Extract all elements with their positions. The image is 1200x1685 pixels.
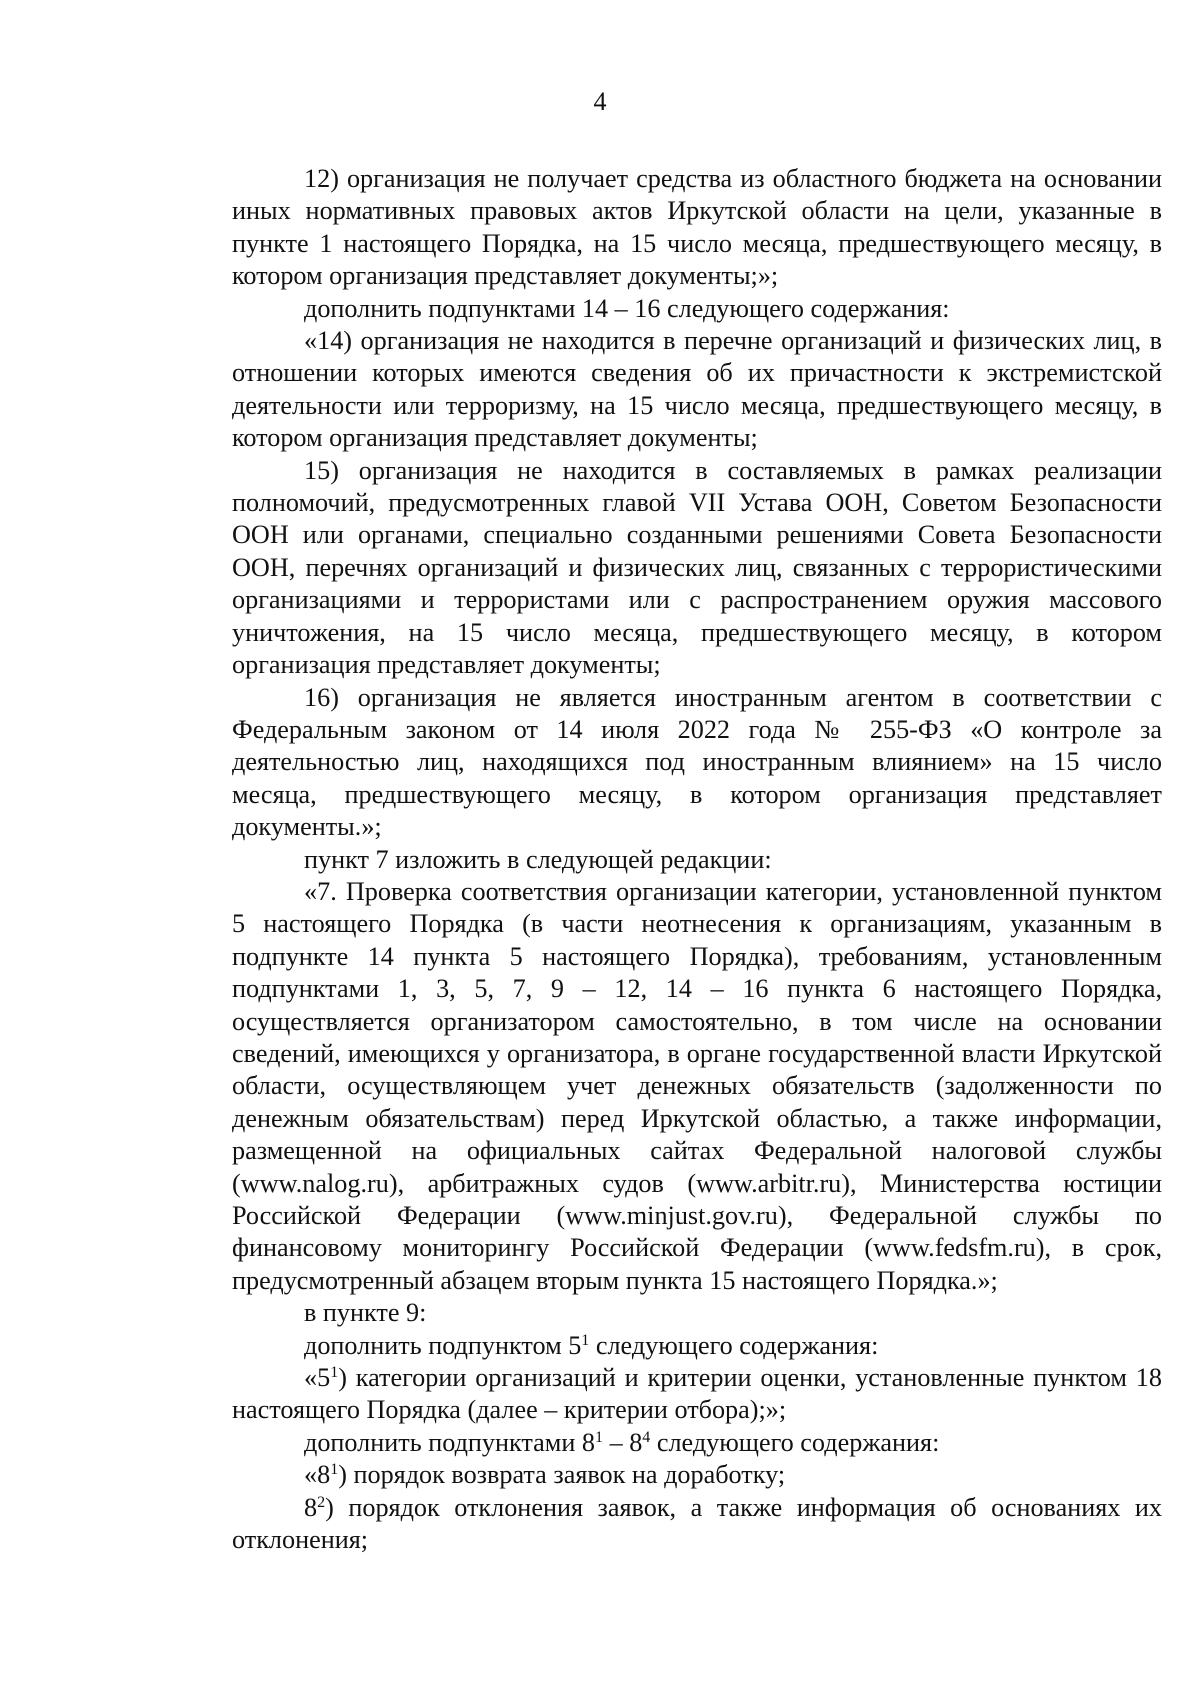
text-fragment: ) порядок отклонения заявок, а также информация об основаниях их отклонения; — [232, 1492, 1162, 1555]
text-fragment: 8 — [304, 1492, 318, 1522]
paragraph-add-subitems-14-16: дополнить подпунктами 14 – 16 следующего содержания: — [304, 293, 950, 323]
text-fragment: следующего содержания: — [650, 1427, 940, 1457]
paragraph-subitem-12: 12) организация не получает средства из областного бюджета на основании иных нормативных правовых актов Иркутской области на цели, указанные в пункте 1 настоящего Порядка, на 15 число месяца, предшествующего месяцу, в котором организация представляет документы;»; — [232, 164, 1162, 291]
superscript: 1 — [330, 1461, 339, 1479]
paragraph-subitem-14: «14) организация не находится в перечне организаций и физических лиц, в отношении которых имеются сведения об их причастности к экстремистской деятельности или терроризму, на 15 число месяца, предшествующего месяцу, в котором организация представляет документы; — [232, 326, 1162, 453]
superscript: 1 — [581, 1331, 590, 1349]
superscript: 1 — [595, 1428, 604, 1446]
text-fragment: следующего содержания: — [589, 1330, 879, 1360]
paragraph-subitem-16: 16) организация не является иностранным агентом в соответствии с Федеральным законом от 14 июля 2022 года № 255-ФЗ «О контроле за деятельностью лиц, находящихся под иностранным влиянием» на 15 число месяца, предшествующего месяцу, в котором организация представляет документы.»; — [232, 682, 1162, 842]
text-fragment: «5 — [304, 1363, 331, 1393]
text-fragment: дополнить подпунктом 5 — [304, 1330, 582, 1360]
paragraph-add-subitem-5-1 — [232, 1330, 1162, 1362]
paragraph-item-7-intro: пункт 7 изложить в следующей редакции: — [304, 844, 772, 874]
paragraph-item-7: «7. Проверка соответствия организации категории, установленной пунктом 5 настоящего Порядка (в части неотнесения к организациям, указанным в подпункте 14 пункта 5 настоящего Порядка), требованиям, установленным подпунктами 1, 3, 5, 7, 9 – 12, 14 – 16 пункта 6 настоящего Порядка, осуществляется организатором самостоятельно, в том числе на основании сведений, имеющихся у организатора, в органе государственной власти Иркутской области, осуществляющем учет денежных обязательств (задолженности по денежным обязательствам) перед Иркутской областью, а также информации, размещенной на официальных сайтах Федеральной налоговой службы (www.nalog.ru), арбитражных судов (www.arbitr.ru), Министерства юстиции Российской Федерации (www.minjust.gov.ru), Федеральной службы по финансовому мониторингу Российской Федерации (www.fedsfm.ru), в срок, предусмотренный абзацем вторым пункта 15 настоящего Порядка.»; — [232, 876, 1162, 1295]
superscript: 2 — [317, 1493, 326, 1511]
document-body — [232, 163, 1162, 1556]
paragraph-subitem-5-1 — [232, 1362, 1162, 1427]
paragraph-subitem-8-2 — [232, 1492, 1162, 1557]
paragraph-subitem-8-1 — [232, 1459, 1162, 1491]
text-fragment: – 8 — [603, 1427, 643, 1457]
text-fragment: «8 — [304, 1460, 331, 1490]
paragraph-subitem-15: 15) организация не находится в составляемых в рамках реализации полномочий, предусмотренных главой VII Устава ООН, Советом Безопасности ООН или органами, специально созданными решениями Совета Безопасности ООН, перечнях организаций и физических лиц, связанных с террористическими организациями и террористами или с распространением оружия массового уничтожения, на 15 число месяца, предшествующего месяцу, в котором организация представляет документы; — [232, 455, 1162, 680]
paragraph-add-subitems-8-1-8-4 — [232, 1427, 1162, 1459]
paragraph-item-9-intro: в пункте 9: — [304, 1298, 427, 1328]
superscript: 4 — [642, 1428, 651, 1446]
text-fragment: ) порядок возврата заявок на доработку; — [338, 1460, 786, 1490]
page-number: 4 — [593, 87, 607, 116]
text-fragment: дополнить подпунктами 8 — [304, 1427, 596, 1457]
superscript: 1 — [330, 1364, 339, 1382]
text-fragment: ) категории организаций и критерии оценки, установленные пунктом 18 настоящего Порядка (далее – критерии отбора);»; — [232, 1363, 1162, 1425]
